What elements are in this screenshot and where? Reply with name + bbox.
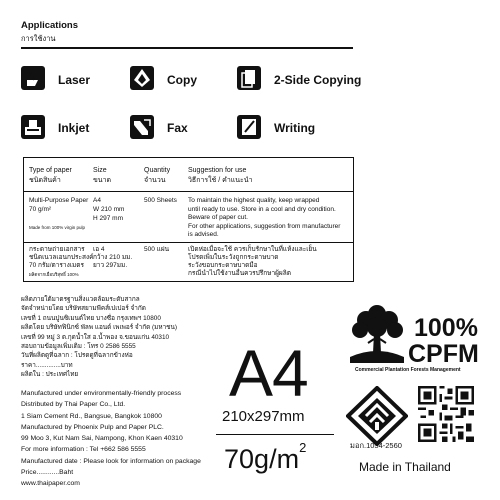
distribution-thai-line: สอบถามข้อมูลเพิ่มเติม : โทร 0 2586 5555 (21, 343, 136, 351)
col-header-quantity: Quantity (144, 167, 171, 174)
inkjet-printer-icon (21, 115, 45, 139)
cell-suggestion-en-3: Beware of paper cut. (188, 214, 248, 221)
col-header-size: Size (93, 167, 107, 174)
paper-weight-unit: g/m (254, 444, 300, 474)
application-label-2-side-copying: 2-Side Copying (274, 73, 362, 87)
copy-icon (130, 66, 154, 90)
cell-quantity-th: 500 แผ่น (144, 246, 170, 253)
cell-type-en-note: Made from 100% virgin pulp (29, 225, 86, 230)
paper-size: A4 (229, 336, 308, 410)
distribution-thai-line: จัดจำหน่ายโดย บริษัทสยามพีคส์เปเปอร์ จำกัด (21, 305, 146, 313)
cell-size-th-width: กว้าง 210 มม. (93, 254, 133, 261)
distribution-thai-line: ผลิตโดย บริษัทฟินิกซ์ พัลพ แอนด์ เพเพอร์ จำกัด (มหาชน) (21, 324, 178, 332)
distribution-en-line: Manufactured date : Please look for information on package (21, 457, 201, 465)
cell-type-en: Multi-Purpose Paper (29, 197, 89, 204)
header-divider (21, 47, 353, 49)
writing-icon (237, 115, 261, 139)
distribution-thai-line: ผลิตใน : ประเทศไทย (21, 371, 79, 379)
made-in-label: Made in Thailand (359, 460, 451, 474)
cell-suggestion-en-4: For other applications, suggestion from manufacturer (188, 222, 341, 230)
cell-type-th-note: ผลิตจากเยื่อบริสุทธิ์ 100% (29, 272, 79, 277)
qr-code-icon[interactable] (418, 386, 474, 442)
cell-suggestion-en-1: To maintain the highest quality, keep wrapped (188, 197, 320, 204)
distribution-en-line: 99 Moo 3, Kut Nam Sai, Nampong, Khon Kaen 40310 (21, 435, 183, 443)
cell-type-th-1: กระดาษถ่ายเอกสาร (29, 246, 85, 253)
distribution-en-line: Manufactured by Phoenix Pulp and Paper PLC. (21, 423, 164, 431)
distribution-thai-line: เลขที่ 1 ถนนปูนซิเมนต์ไทย บางซื่อ กรุงเทพฯ 10800 (21, 314, 161, 322)
paper-weight (224, 440, 307, 475)
col-header-suggestion: Suggestion for use (188, 167, 247, 174)
distribution-thai-line: วันที่ผลิตดูที่ฉลาก : โปรดดูที่ฉลากข้างห่อ (21, 352, 133, 360)
paper-weight-exponent: 2 (299, 440, 307, 455)
cell-suggestion-en-2: until ready to use. Store in a cool and dry condition. (188, 205, 336, 213)
cell-size-en: A4 (93, 197, 101, 204)
distribution-en-line: 1 Siam Cement Rd., Bangsue, Bangkok 10800 (21, 412, 162, 420)
tis-number: มอก.1054-2560 (350, 441, 402, 450)
col-header-quantity-thai: จำนวน (144, 177, 166, 184)
distribution-en-line: For more information : Tel +662 586 5555 (21, 446, 146, 454)
distribution-thai-line: ราคา..............บาท (21, 361, 73, 369)
paper-weight-value: 70 (224, 444, 255, 474)
application-label-writing: Writing (274, 121, 316, 135)
cell-suggestion-th-1: เปิดห่อเมื่อจะใช้ ควรเก็บรักษาในที่แห้งและเย็น (188, 246, 317, 253)
cell-suggestion-th-4: กรณีนำไปใช้งานอื่นควรปรึกษาผู้ผลิต (188, 270, 291, 277)
distribution-en-line: Manufactured under environmentally-friendly process (21, 390, 182, 397)
two-side-copying-icon (237, 66, 261, 90)
cpfm-tree-logo-icon (346, 305, 408, 365)
cell-quantity-en: 500 Sheets (144, 197, 177, 204)
cpfm-percent: 100% (414, 314, 478, 342)
section-title: Applications (21, 20, 79, 31)
section-subtitle-thai: การใช้งาน (21, 34, 56, 43)
application-label-inkjet: Inkjet (58, 121, 90, 135)
col-header-type-thai: ชนิดสินค้า (29, 177, 61, 184)
weight-divider (216, 434, 334, 435)
application-label-copy: Copy (167, 73, 197, 87)
fax-icon (130, 115, 154, 139)
table-row-divider (23, 242, 354, 243)
distribution-info-thai (21, 295, 231, 380)
cell-suggestion-en-5: is advised. (188, 231, 219, 238)
cell-type-en-weight: 70 g/m² (29, 206, 52, 213)
distribution-en-line: Price............Baht (21, 469, 74, 477)
cell-type-th-2: ชนิดเนวลเอนกประสงค์ (29, 254, 94, 261)
tis-standard-mark-icon (346, 386, 408, 446)
col-header-suggestion-thai: วิธีการใช้ / คำแนะนำ (188, 177, 253, 184)
paper-dimensions: 210x297mm (222, 408, 305, 425)
cell-suggestion-th-3: ระวังขอบกระดาษบาดมือ (188, 262, 258, 269)
cell-size-en-width: W 210 mm (93, 206, 125, 213)
cpfm-name: CPFM (408, 340, 479, 368)
distribution-en-line: www.thaipaper.com (21, 480, 80, 488)
distribution-en-line: Distributed by Thai Paper Co., Ltd. (21, 401, 126, 409)
cell-size-th-height: ยาว 297มม. (93, 262, 128, 269)
application-label-laser: Laser (58, 73, 91, 87)
cell-suggestion-th-2: โปรดเพิ่มในระวังถูกกระดาษบาด (188, 254, 279, 261)
application-label-fax: Fax (167, 121, 188, 135)
cell-type-th-3: 70 กรัม/ตารางเมตร (29, 262, 84, 269)
distribution-thai-line: ผลิตภายใต้มาตรฐานสิ่งแวดล้อมระดับสากล (21, 296, 140, 303)
cpfm-full-name: Commercial Plantation Forests Management (355, 367, 461, 373)
cell-size-th: เอ 4 (93, 246, 105, 253)
laser-printer-icon (21, 66, 45, 90)
distribution-info-english (21, 388, 231, 490)
distribution-thai-line: เลขที่ 99 หมู่ 3 ต.กุดน้ำใส อ.น้ำพอง จ.ขอนแก่น 40310 (21, 333, 170, 341)
col-header-type: Type of paper (29, 167, 72, 174)
col-header-size-thai: ขนาด (93, 177, 112, 184)
cell-size-en-height: H 297 mm (93, 215, 123, 222)
table-header-divider (23, 191, 354, 192)
